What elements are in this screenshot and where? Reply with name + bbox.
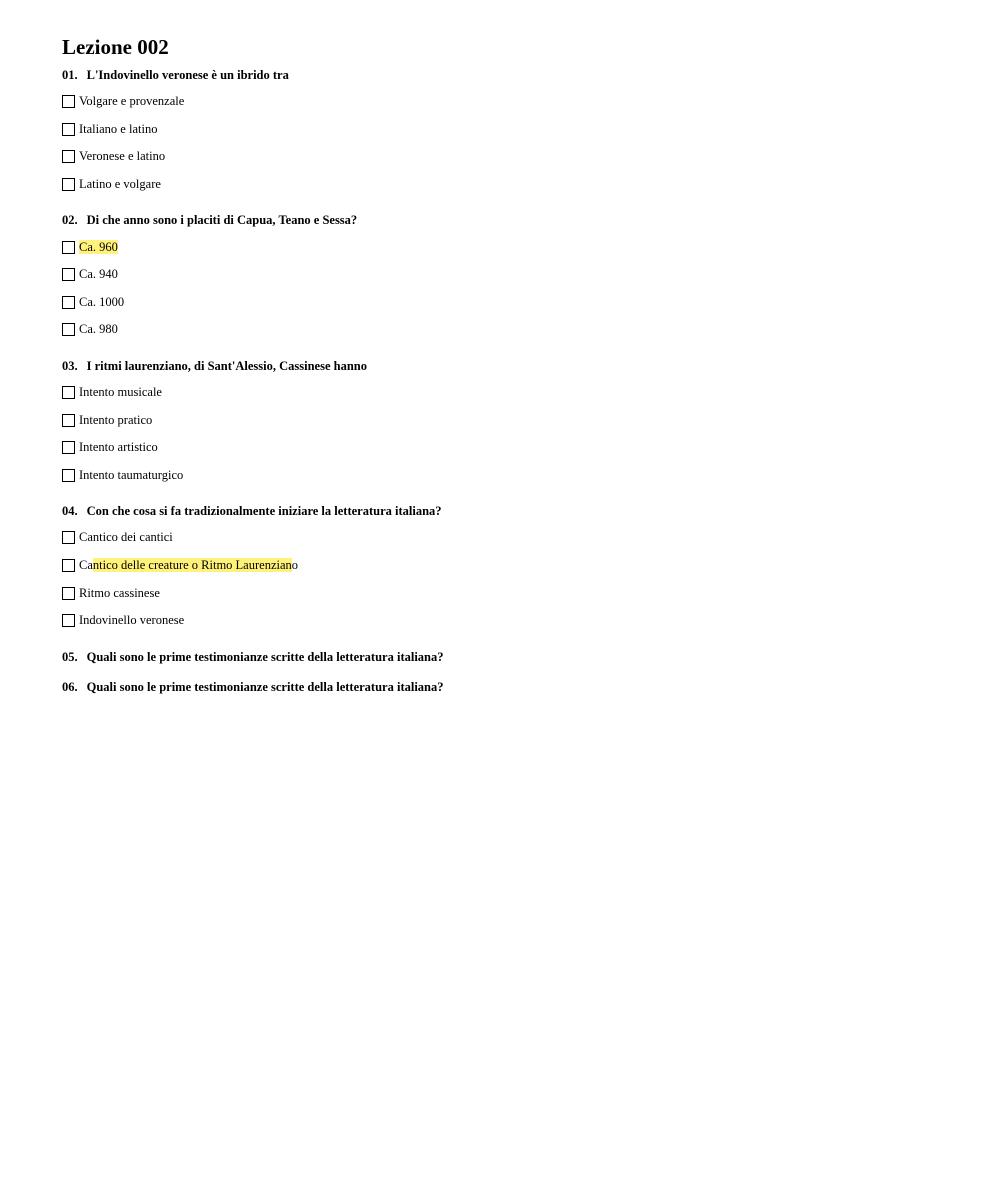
answer-label [79, 267, 118, 282]
answer-option[interactable] [62, 379, 962, 407]
answer-text: Ritmo cassinese [79, 585, 160, 600]
question-text: Con che cosa si fa tradizionalmente iniziare la letteratura italiana? [86, 504, 442, 519]
question [62, 503, 962, 634]
answer-text: Ca [79, 558, 93, 573]
answer-checkbox[interactable] [62, 150, 75, 163]
answer-option[interactable] [62, 88, 962, 116]
question-number: 05. [62, 649, 78, 664]
answer-checkbox[interactable] [62, 268, 75, 281]
answer-option[interactable] [62, 406, 962, 434]
answer-label [79, 177, 161, 192]
answer-checkbox[interactable] [62, 587, 75, 600]
answer-text: Intento musicale [79, 385, 162, 400]
answer-option[interactable] [62, 289, 962, 317]
question-number: 06. [62, 679, 78, 694]
answer-checkbox[interactable] [62, 241, 75, 254]
answer-text: Ca. 980 [79, 322, 118, 337]
answer-checkbox[interactable] [62, 123, 75, 136]
answer-checkbox[interactable] [62, 531, 75, 544]
question-text: Di che anno sono i placiti di Capua, Teano e Sessa? [86, 213, 358, 228]
answer-text: Italiano e latino [79, 121, 158, 136]
answer-option[interactable] [62, 607, 962, 635]
answer-option[interactable] [62, 171, 962, 199]
answer-option[interactable] [62, 316, 962, 344]
answer-text: Indovinello veronese [79, 613, 185, 628]
answer-label [79, 149, 165, 164]
answer-label [79, 413, 152, 428]
answer-text: Latino e volgare [79, 177, 161, 192]
answer-checkbox[interactable] [62, 441, 75, 454]
answer-checkbox[interactable] [62, 178, 75, 191]
answer-text: Intento artistico [79, 440, 158, 455]
answer-text: Ca. 940 [79, 267, 118, 282]
answer-text: o [291, 558, 299, 573]
question-text: Quali sono le prime testimonianze scritte della letteratura italiana? [86, 679, 444, 694]
answer-text: Cantico dei cantici [79, 530, 173, 545]
question-heading [62, 649, 962, 665]
highlighted-answer-text: Ca. 960 [79, 239, 118, 254]
answer-checkbox[interactable] [62, 296, 75, 309]
answer-checkbox[interactable] [62, 614, 75, 627]
question-text: I ritmi laurenziano, di Sant'Alessio, Cassinese hanno [86, 358, 367, 373]
answer-text: Veronese e latino [79, 149, 166, 164]
answer-option[interactable] [62, 233, 962, 261]
answer-label [79, 558, 298, 573]
answer-checkbox[interactable] [62, 559, 75, 572]
answer-label [79, 586, 160, 601]
answer-option[interactable] [62, 579, 962, 607]
answer-label [79, 295, 124, 310]
answer-checkbox[interactable] [62, 323, 75, 336]
question [62, 679, 962, 695]
question-number: 02. [62, 213, 78, 228]
answer-label [79, 440, 158, 455]
question-heading [62, 212, 962, 228]
answer-text: Ca. 1000 [79, 294, 125, 309]
answer-label [79, 322, 118, 337]
question-list [62, 67, 962, 695]
answer-text: Intento pratico [79, 412, 153, 427]
answer-label [79, 385, 162, 400]
answer-option[interactable] [62, 462, 962, 490]
answer-option[interactable] [62, 434, 962, 462]
answer-label [79, 530, 173, 545]
question-number: 01. [62, 68, 78, 82]
question [62, 649, 962, 665]
answer-option[interactable] [62, 116, 962, 144]
answer-checkbox[interactable] [62, 414, 75, 427]
question-number: 04. [62, 504, 78, 519]
answer-checkbox[interactable] [62, 95, 75, 108]
answer-label [79, 468, 183, 483]
question-heading [62, 503, 962, 519]
question-text: L'Indovinello veronese è un ibrido tra [86, 68, 289, 82]
answer-option[interactable] [62, 524, 962, 552]
answer-option[interactable] [62, 552, 962, 580]
question [62, 212, 962, 343]
document-page [62, 33, 962, 709]
question-heading [62, 358, 962, 374]
page-title: Lezione 002 [62, 35, 169, 59]
answer-checkbox[interactable] [62, 386, 75, 399]
answer-label [79, 240, 118, 255]
answer-option[interactable] [62, 261, 962, 289]
question [62, 67, 962, 198]
answer-text: Intento taumaturgico [79, 467, 184, 482]
answer-text: Volgare e provenzale [79, 94, 185, 109]
answer-label [79, 613, 184, 628]
question-number: 03. [62, 358, 78, 373]
question [62, 358, 962, 489]
answer-option[interactable] [62, 143, 962, 171]
highlighted-answer-text: ntico delle creature o Ritmo Laurenzian [92, 558, 292, 573]
question-heading [62, 679, 962, 695]
question-heading [62, 67, 962, 83]
answer-label [79, 122, 157, 137]
answer-checkbox[interactable] [62, 469, 75, 482]
answer-label [79, 94, 184, 109]
question-text: Quali sono le prime testimonianze scritte della letteratura italiana? [86, 649, 444, 664]
